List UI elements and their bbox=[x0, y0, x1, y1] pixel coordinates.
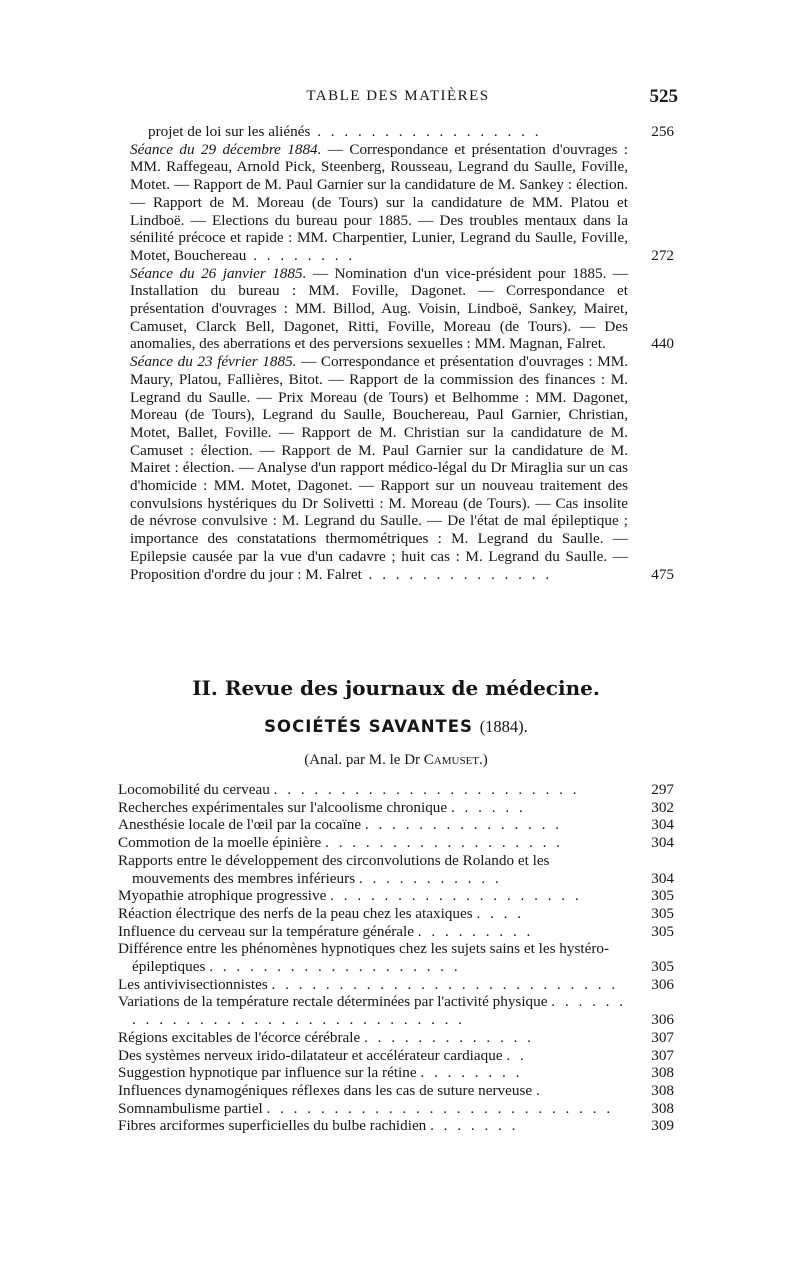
section-2-subheading bbox=[118, 717, 674, 737]
toc-row bbox=[118, 1047, 674, 1065]
toc-title: Fibres arciformes superficielles du bulbe rachidien bbox=[118, 1117, 427, 1135]
toc-row bbox=[118, 799, 674, 817]
toc-page: 306 bbox=[651, 1011, 674, 1029]
entry-page: 256 bbox=[651, 123, 674, 140]
leader-dots: . . . . . . . . . . . . . . . . . . . . . . . bbox=[273, 781, 580, 798]
toc-page: 308 bbox=[651, 1081, 674, 1099]
toc-title: Influence du cerveau sur la température générale bbox=[118, 922, 414, 940]
section-1-entries bbox=[118, 123, 674, 583]
subheading-text: SOCIÉTÉS SAVANTES bbox=[264, 717, 473, 736]
toc-page: 304 bbox=[651, 834, 674, 852]
toc-title: Influences dynamogéniques réflexes dans les cas de suture nerveuse bbox=[118, 1081, 533, 1099]
section-2-list bbox=[118, 781, 674, 1135]
leader-dots: . . . . . . . . . . . . . . . . . . bbox=[325, 834, 563, 852]
page-number: 525 bbox=[649, 86, 678, 107]
toc-page: 297 bbox=[651, 781, 674, 798]
toc-title: Rapports entre le développement des circonvolutions de Rolando et les mouvements des membres inférieurs bbox=[118, 851, 550, 887]
analyst-suffix: .) bbox=[479, 752, 488, 768]
leader-dots: . . . . bbox=[476, 904, 525, 922]
leader-dots: . . . . . . . . bbox=[246, 246, 356, 264]
leader-dots: . . . . . . . . . . . . . . . . . . . . . . . . . . . . . . . bbox=[132, 993, 627, 1029]
entry-lead: Séance du 26 janvier 1885. bbox=[130, 264, 307, 282]
subheading-year: (1884). bbox=[479, 717, 528, 736]
toc-page: 306 bbox=[651, 975, 674, 993]
toc-row bbox=[118, 940, 674, 975]
toc-title: Anesthésie locale de l'œil par la cocaïne bbox=[118, 816, 362, 834]
leader-dots: . . . . . . . . . . . bbox=[358, 869, 502, 887]
running-header bbox=[118, 88, 678, 114]
entry-lead: Séance du 29 décembre 1884. bbox=[130, 140, 322, 158]
toc-title: Différence entre les phénomènes hypnotiques chez les sujets sains et les hystéro-épileptiques bbox=[118, 940, 610, 976]
toc-title: Régions excitables de l'écorce cérébrale bbox=[118, 1028, 361, 1046]
toc-row bbox=[118, 1082, 674, 1100]
toc-row bbox=[118, 1029, 674, 1047]
toc-page: 304 bbox=[651, 869, 674, 887]
entry-text: — Nomination d'un vice-président pour 1885. — Installation du bureau : MM. Foville, Dagonet. — Correspondance et présentation d'ouvrages : MM. Billod, Aug. Voisin, Lindboë, Sankey, Mairet, Camuset, Clarck Bell, Dagonet, Ritti, Foville, Moreau (de Tours). — Des anomalies, des aberrations et des perversions sexuelles : MM. Magnan, Falret. bbox=[130, 264, 628, 353]
entry-page: 475 bbox=[651, 565, 674, 583]
toc-title: Recherches expérimentales sur l'alcoolisme chronique bbox=[118, 798, 448, 816]
leader-dots: . . . . . . . . . bbox=[417, 922, 534, 940]
toc-row bbox=[118, 816, 674, 834]
entry-seance-1 bbox=[130, 141, 674, 265]
leader-dots: . . . . . . . . . . . . . . bbox=[361, 565, 553, 583]
analyst-credit bbox=[118, 752, 674, 769]
leader-dots: . . . . . . . . . . . . . . . bbox=[364, 816, 563, 834]
entry-text: projet de loi sur les aliénés bbox=[148, 123, 311, 140]
leader-dots: . . . . . . . bbox=[430, 1117, 519, 1135]
toc-page: 308 bbox=[651, 1099, 674, 1117]
toc-title: Suggestion hypnotique par influence sur la rétine bbox=[118, 1064, 417, 1082]
toc-title: Les antivivisectionnistes bbox=[118, 975, 268, 993]
leader-dots: . . . . . . . . . . . . . . . . . . . . . . . . . . bbox=[266, 1099, 614, 1117]
leader-dots: . . . . . . bbox=[450, 798, 526, 816]
running-title: TABLE DES MATIÈRES bbox=[306, 88, 490, 104]
toc-title: Variations de la température rectale déterminées par l'activité physique bbox=[118, 993, 548, 1011]
entry-text: — Correspondance et présentation d'ouvrages : MM. Maury, Platou, Fallières, Bitot. — Rapport de la commission des finances : M. Legrand du Saulle. — Prix Moreau (de Tours) et Belhomme : MM. Dagonet, Moreau (de Tours), Legrand du Saulle, Bouchereau, Paul Garnier, Christian, Motet, Ballet, Foville. — Rapport de M. Christian sur la candidature de M. Camuset : élection. — Rapport de M. Paul Garnier sur la candidature de M. Mairet : élection. — Analyse d'un rapport médico-légal du Dr Miraglia sur un cas d'homicide : MM. Motet, Dagonet. — Rapport sur un nouveau traitement des convulsions hystériques du Dr Solivetti : M. Moreau (de Tours). — Cas insolite de névrose convulsive : M. Legrand du Saulle. — De l'état de mal épileptique ; importance des constatations thermométriques : M. Legrand du Saulle. — Epilepsie causée par la vue d'un cadavre ; huit cas : M. Legrand du Saulle. — Proposition d'ordre du jour : M. Falret bbox=[130, 353, 628, 583]
leader-dots: . . . . . . . . . . . . . . . . . . . . . . . . . . bbox=[271, 975, 619, 993]
toc-page: 307 bbox=[651, 1046, 674, 1064]
toc-title: Somnambulisme partiel bbox=[118, 1099, 263, 1117]
leader-dots: . . . . . . . . . . . . . . . . . bbox=[310, 123, 542, 140]
toc-row bbox=[118, 852, 674, 887]
leader-dots: . . . . . . . . . . . . . bbox=[364, 1028, 534, 1046]
toc-row bbox=[118, 887, 674, 905]
entry-text: — Correspondance et présentation d'ouvrages : MM. Raffegeau, Arnold Pick, Steenberg, Rousseau, Legrand du Saulle, Foville, Motet. — Rapport de M. Paul Garnier sur la candidature de M. Sankey : élection. — Rapport de M. Moreau (de Tours) sur la candidature de MM. Platou et Lindboë. — Elections du bureau pour 1885. — Des troubles mentaux dans la sénilité précoce et rapide : MM. Charpentier, Lunier, Legrand du Saulle, Foville, Motet, Bouchereau bbox=[130, 140, 628, 264]
toc-row bbox=[118, 976, 674, 994]
leader-dots: . bbox=[535, 1081, 543, 1099]
analyst-name: Camuset bbox=[423, 752, 480, 768]
toc-row bbox=[118, 1064, 674, 1082]
toc-row bbox=[118, 923, 674, 941]
toc-title: Des systèmes nerveux irido-dilatateur et accélérateur cardiaque bbox=[118, 1046, 503, 1064]
toc-row bbox=[118, 993, 674, 1028]
leader-dots: . . . . . . . . . . . . . . . . . . . bbox=[209, 958, 461, 976]
toc-row bbox=[118, 834, 674, 852]
entry-continued bbox=[148, 123, 674, 141]
toc-page: 305 bbox=[651, 922, 674, 940]
leader-dots: . . . . . . . . bbox=[420, 1064, 523, 1082]
analyst-prefix: (Anal. par M. le Dr bbox=[304, 752, 424, 768]
toc-row bbox=[118, 781, 674, 799]
entry-page: 440 bbox=[651, 335, 674, 353]
toc-row bbox=[118, 1100, 674, 1118]
toc-page: 308 bbox=[651, 1064, 674, 1082]
toc-page: 305 bbox=[651, 904, 674, 922]
toc-page: 307 bbox=[651, 1028, 674, 1046]
toc-page: 304 bbox=[651, 816, 674, 834]
toc-title: Locomobilité du cerveau bbox=[118, 781, 270, 798]
section-2-heading: II. Revue des journaux de médecine. bbox=[192, 676, 600, 700]
toc-page: 305 bbox=[651, 887, 674, 905]
toc-page: 302 bbox=[651, 798, 674, 816]
entry-seance-2 bbox=[130, 265, 674, 354]
toc-title: Réaction électrique des nerfs de la peau chez les ataxiques bbox=[118, 904, 473, 922]
leader-dots: . . . . . . . . . . . . . . . . . . . bbox=[330, 887, 582, 905]
entry-lead: Séance du 23 février 1885. bbox=[130, 353, 297, 371]
leader-dots: . . bbox=[506, 1046, 527, 1064]
entry-seance-3 bbox=[130, 353, 674, 583]
toc-row bbox=[118, 905, 674, 923]
entry-page: 272 bbox=[651, 246, 674, 264]
toc-title: Myopathie atrophique progressive bbox=[118, 887, 327, 905]
toc-row bbox=[118, 1117, 674, 1135]
toc-page: 309 bbox=[651, 1117, 674, 1135]
toc-page: 305 bbox=[651, 958, 674, 976]
toc-title: Commotion de la moelle épinière bbox=[118, 834, 322, 852]
